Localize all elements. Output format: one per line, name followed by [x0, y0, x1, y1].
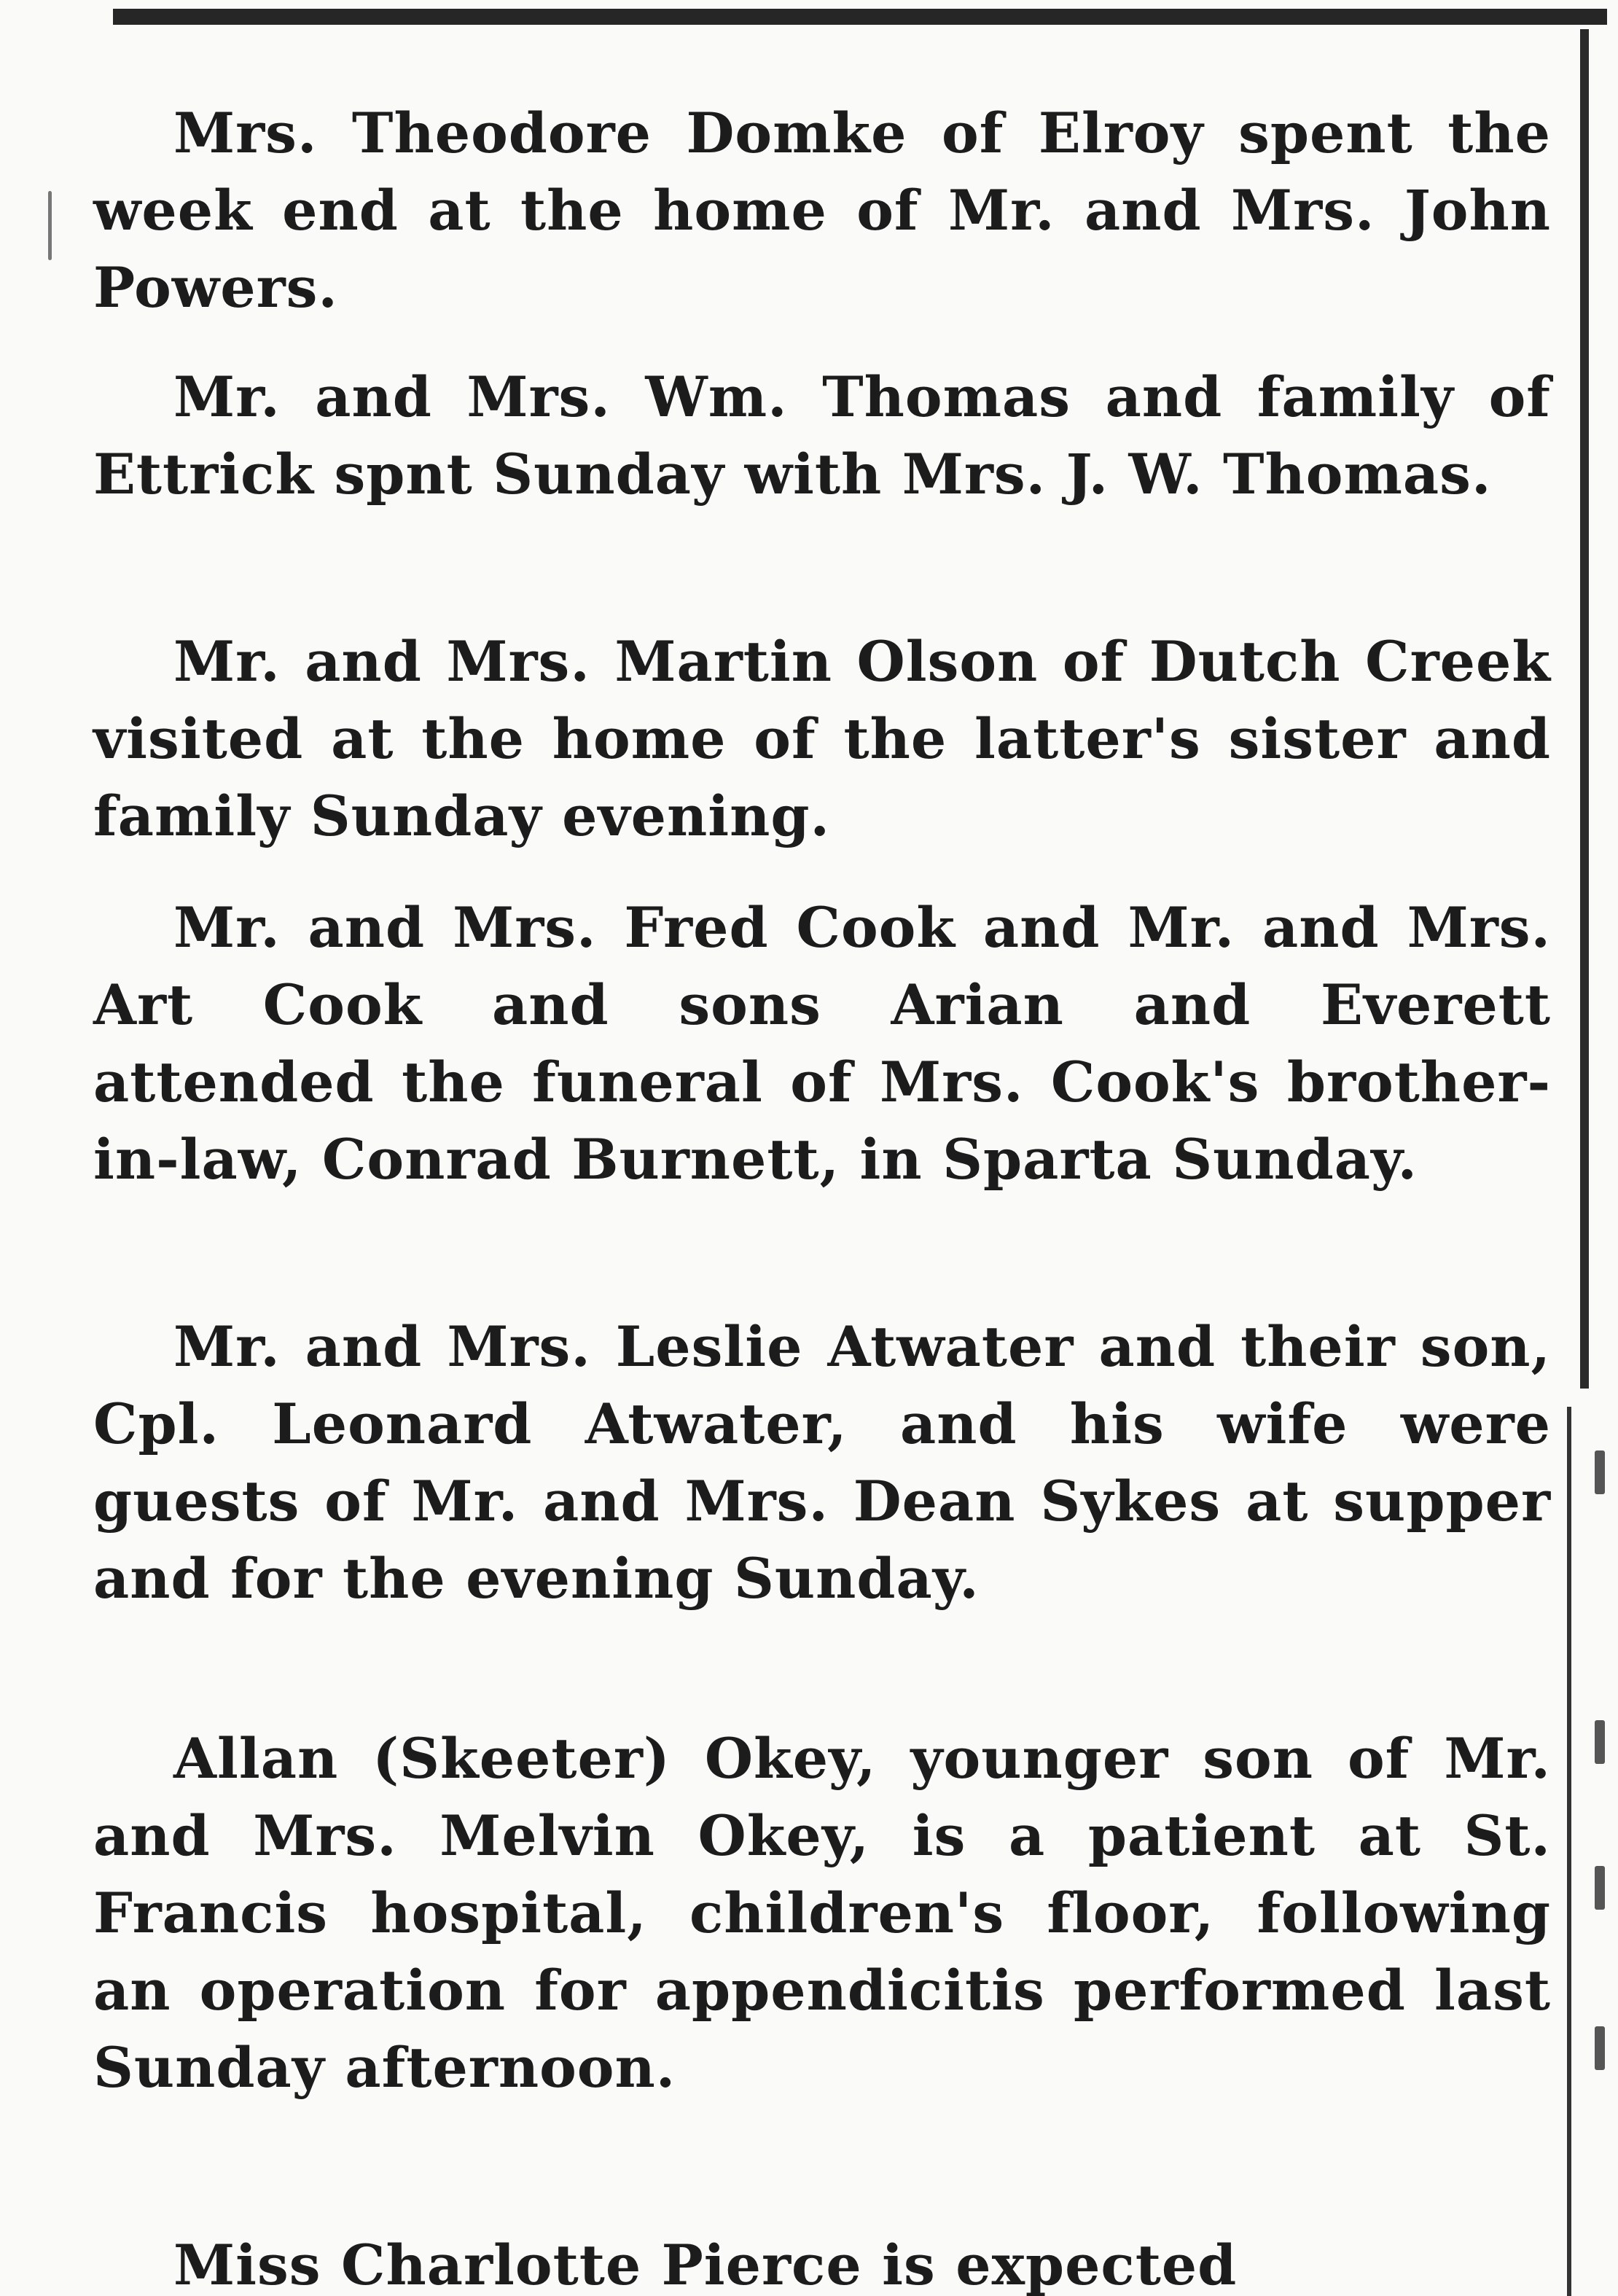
news-item-atwater: Mr. and Mrs. Leslie Atwater and their son, Cpl. Leonard Atwater, and his wife were guests of Mr. and Mrs. Dean Sykes at supper and for the evening Sunday.	[93, 1314, 1551, 1611]
column-divider-lower	[1567, 1407, 1571, 2296]
margin-mark	[48, 191, 52, 260]
news-item-olson: Mr. and Mrs. Martin Olson of Dutch Creek visited at the home of the latter's sister and family Sunday evening.	[93, 629, 1551, 848]
column-divider-upper	[1580, 29, 1589, 1389]
top-column-rule	[113, 9, 1607, 25]
news-item-cook: Mr. and Mrs. Fred Cook and Mr. and Mrs. Art Cook and sons Arian and Everett attended the funeral of Mrs. Cook's brother-in-law, Conrad Burnett, in Sparta Sunday.	[93, 895, 1551, 1192]
news-item-thomas: Mr. and Mrs. Wm. Thomas and family of Ettrick spnt Sunday with Mrs. J. W. Thomas.	[93, 364, 1551, 507]
news-item-pierce-cut-off: Miss Charlotte Pierce is expected	[173, 2233, 1238, 2296]
adjacent-column-fragment	[1595, 1866, 1605, 1910]
adjacent-column-fragment	[1595, 1720, 1605, 1764]
adjacent-column-fragment	[1595, 1450, 1605, 1494]
adjacent-column-fragment	[1595, 2026, 1605, 2070]
news-item-domke: Mrs. Theodore Domke of Elroy spent the week end at the home of Mr. and Mrs. John Powers.	[93, 101, 1551, 320]
news-item-okey: Allan (Skeeter) Okey, younger son of Mr. and Mrs. Melvin Okey, is a patient at St. Francis hospital, children's floor, following an operation for appendicitis performed last Sunday afternoon.	[93, 1726, 1551, 2100]
